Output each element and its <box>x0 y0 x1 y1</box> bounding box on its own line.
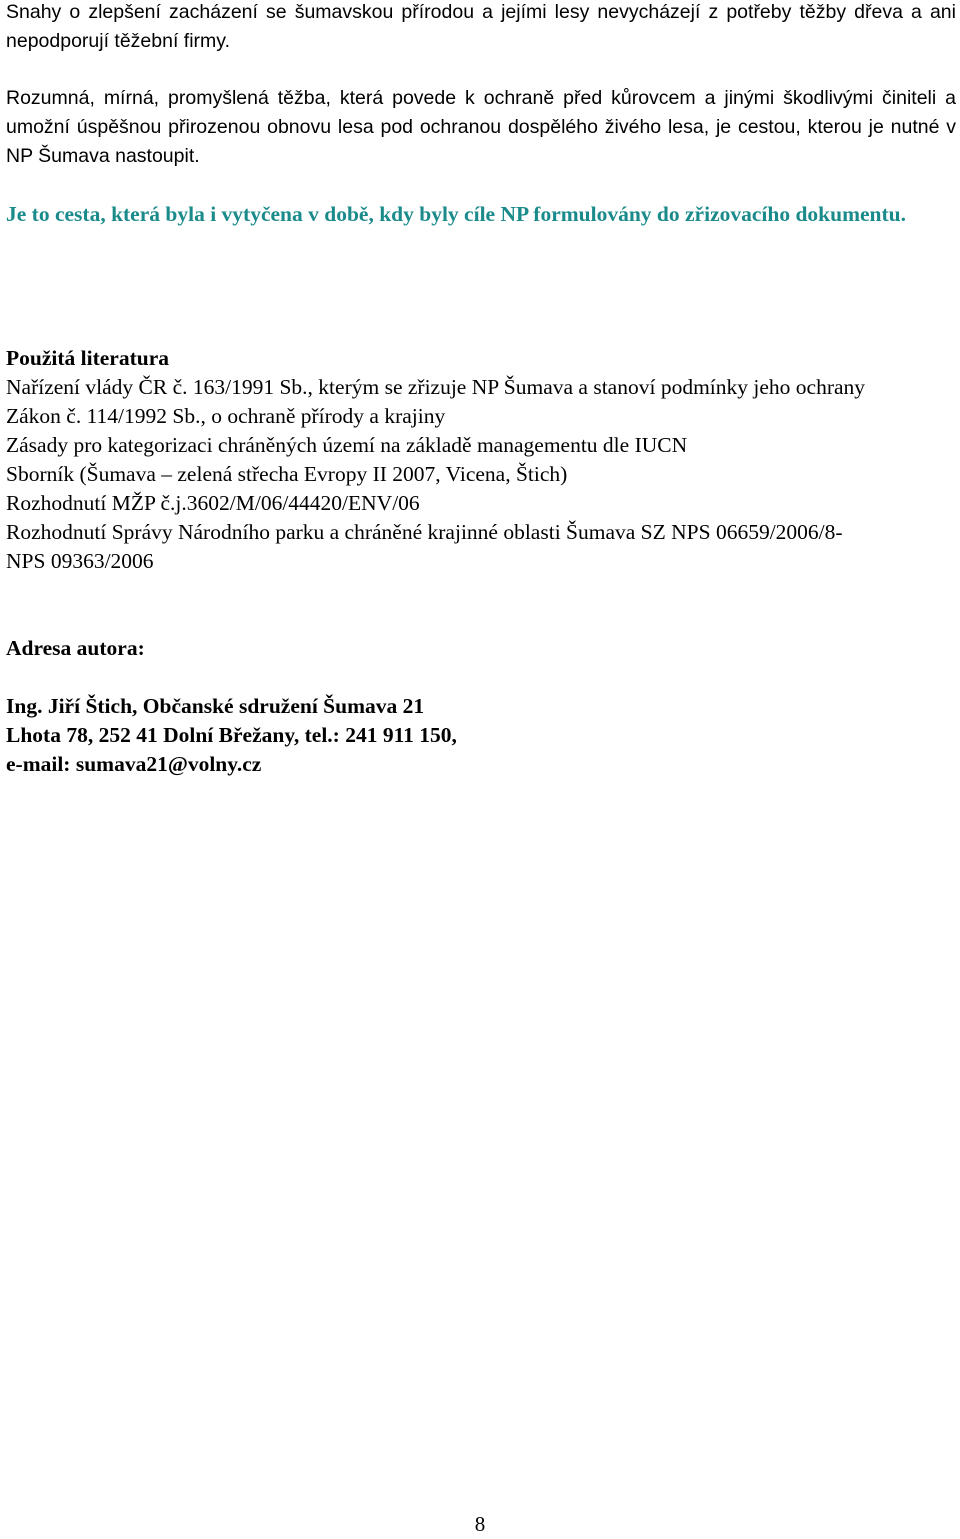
literature-list <box>6 373 956 576</box>
page-number: 8 <box>474 1512 486 1536</box>
highlight-paragraph: Je to cesta, která byla i vytyčena v době, kdy byly cíle NP formulovány do zřizovacího dokumentu. <box>6 202 906 226</box>
intro-paragraph-2: Rozumná, mírná, promyšlená těžba, která povede k ochraně před kůrovcem a jinými škodlivými činiteli a umožní úspěšnou přirozenou obnovu lesa pod ochranou dospělého živého lesa, je cestou, kterou je nutné v NP Šumava nastoupit. <box>6 87 956 167</box>
literature-item: Nařízení vlády ČR č. 163/1991 Sb., kterým se zřizuje NP Šumava a stanoví podmínky jeho ochrany <box>6 375 866 399</box>
literature-item: Sborník (Šumava – zelená střecha Evropy II 2007, Vicena, Štich) <box>6 462 568 486</box>
literature-heading: Použitá literatura <box>6 346 169 370</box>
literature-item: Rozhodnutí Správy Národního parku a chráněné krajinné oblasti Šumava SZ NPS 06659/2006/8-NPS 09363/2006 <box>6 520 843 573</box>
author-heading: Adresa autora: <box>6 636 145 660</box>
literature-item: Rozhodnutí MŽP č.j.3602/M/06/44420/ENV/06 <box>6 491 420 515</box>
author-name-line: Ing. Jiří Štich, Občanské sdružení Šumava 21 <box>6 694 425 718</box>
author-email-line: e-mail: sumava21@volny.cz <box>6 752 262 776</box>
intro-paragraph-1: Snahy o zlepšení zacházení se šumavskou přírodou a jejími lesy nevycházejí z potřeby těžby dřeva a ani nepodporují těžební firmy. <box>6 1 956 52</box>
literature-item: Zásady pro kategorizaci chráněných území na základě managementu dle IUCN <box>6 433 688 457</box>
author-address-line: Lhota 78, 252 41 Dolní Břežany, tel.: 241 911 150, <box>6 723 457 747</box>
author-address <box>6 692 956 779</box>
literature-item: Zákon č. 114/1992 Sb., o ochraně přírody a krajiny <box>6 404 446 428</box>
document-page <box>6 0 956 1535</box>
